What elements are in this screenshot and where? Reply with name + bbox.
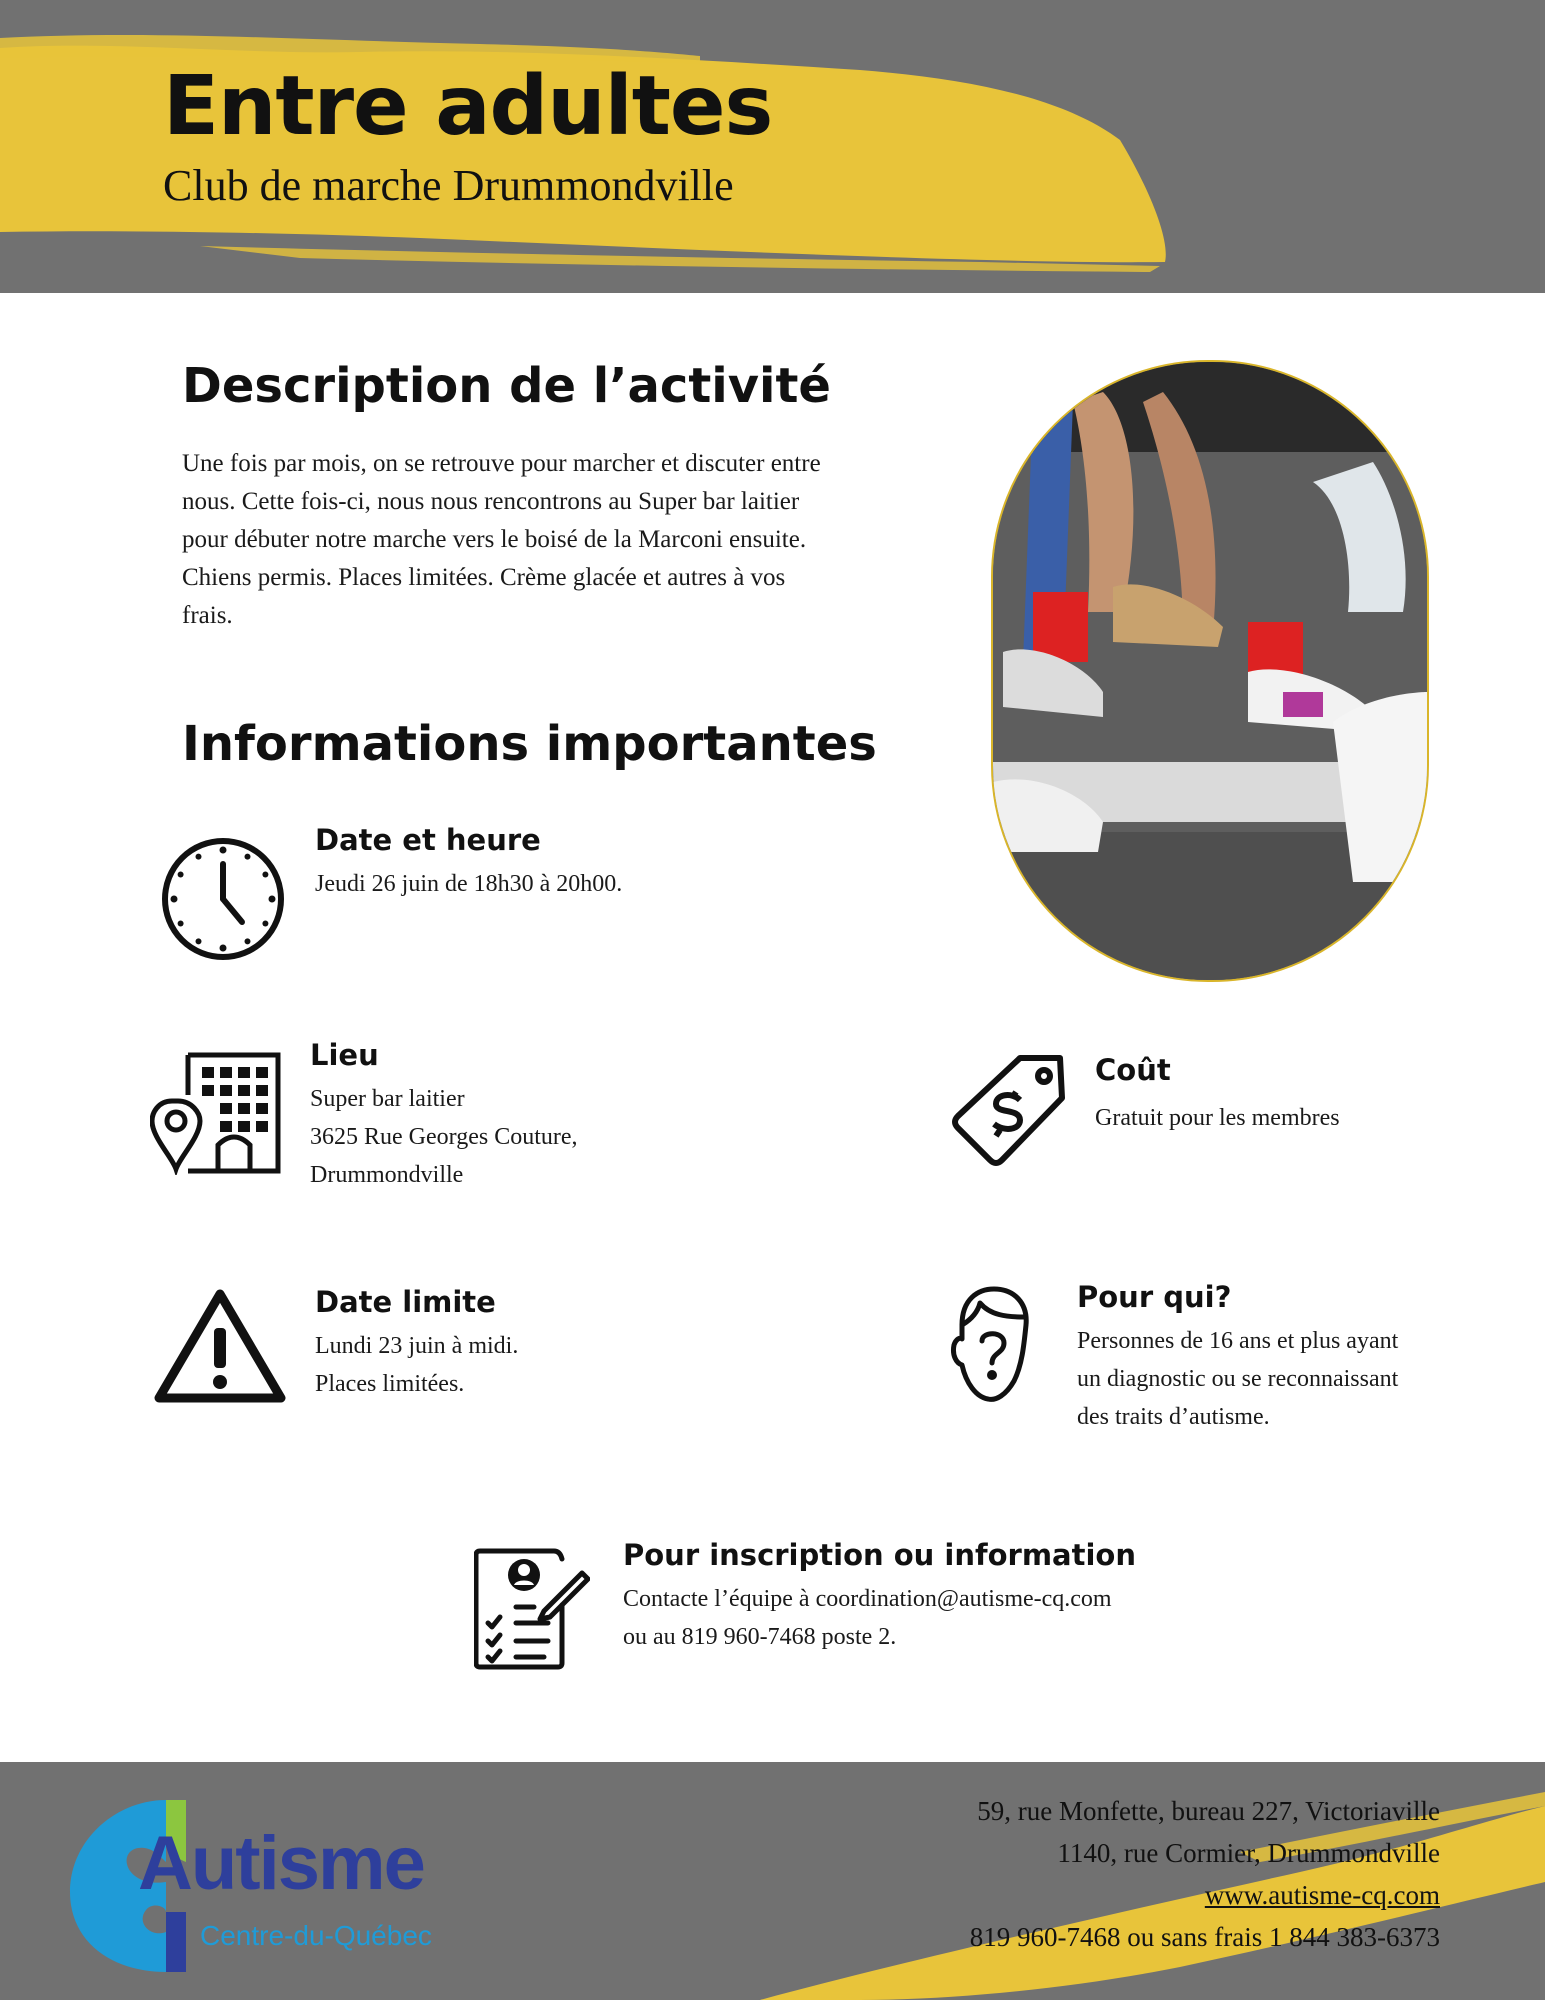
inscription-line-1: Contacte l’équipe à coordination@autisme-cq.com: [623, 1585, 1112, 1612]
footer: [0, 1762, 1545, 2000]
logo-name: Autisme: [138, 1821, 424, 1906]
clock-icon: [160, 836, 286, 962]
lieu-block: [310, 1040, 810, 1194]
lieu-line-1: Super bar laitier: [310, 1085, 465, 1112]
limite-line-2: Places limitées.: [315, 1370, 465, 1397]
pourqui-block: [1077, 1282, 1517, 1436]
inscription-block: [623, 1540, 1263, 1656]
lieu-line-3: Drummondville: [310, 1161, 464, 1188]
pourqui-title: Pour qui?: [1077, 1280, 1232, 1314]
cout-block: [1095, 1055, 1495, 1137]
page-subtitle: Club de marche Drummondville: [163, 161, 734, 210]
page-title: Entre adultes: [163, 59, 773, 154]
pourqui-line-3: des traits d’autisme.: [1077, 1403, 1270, 1430]
limite-title: Date limite: [315, 1285, 496, 1319]
description-body: Une fois par mois, on se retrouve pour marcher et discuter entre nous. Cette fois-ci, nous nous rencontrons au Super bar laitier pour débuter notre marche vers le boisé de la Marconi ensuite. Chiens permis. Places limitées. Crème glacée et autres à vos frais.: [182, 450, 821, 629]
footer-phone: 819 960-7468 ou sans frais 1 844 383-6373: [969, 1922, 1440, 1952]
pourqui-line-2: un diagnostic ou se reconnaissant: [1077, 1365, 1399, 1392]
lieu-line-2: 3625 Rue Georges Couture,: [310, 1123, 578, 1150]
logo-subtitle: Centre-du-Québec: [200, 1920, 432, 1951]
footer-website-link[interactable]: www.autisme-cq.com: [1204, 1880, 1440, 1910]
info-heading: Informations importantes: [182, 716, 877, 772]
limite-block: [315, 1287, 815, 1403]
description-heading: Description de l’activité: [182, 358, 831, 414]
inscription-title: Pour inscription ou information: [623, 1538, 1136, 1572]
date-block: [315, 825, 875, 903]
clipboard-icon: [474, 1545, 590, 1671]
limite-line-1: Lundi 23 juin à midi.: [315, 1332, 519, 1359]
date-title: Date et heure: [315, 823, 541, 857]
cout-title: Coût: [1095, 1053, 1171, 1087]
warning-icon: [153, 1288, 287, 1406]
walking-feet-photo: [991, 360, 1429, 982]
building-location-icon: [150, 1045, 284, 1175]
cout-text: Gratuit pour les membres: [1095, 1104, 1340, 1131]
footer-address-2: 1140, rue Cormier, Drummondville: [1057, 1838, 1440, 1868]
date-text: Jeudi 26 juin de 18h30 à 20h00.: [315, 870, 623, 897]
pourqui-line-1: Personnes de 16 ans et plus ayant: [1077, 1327, 1399, 1354]
lieu-title: Lieu: [310, 1038, 379, 1072]
inscription-line-2: ou au 819 960-7468 poste 2.: [623, 1623, 897, 1650]
price-tag-icon: [950, 1052, 1068, 1170]
question-head-icon: [948, 1285, 1034, 1405]
footer-address-1: 59, rue Monfette, bureau 227, Victoriaville: [977, 1796, 1440, 1826]
